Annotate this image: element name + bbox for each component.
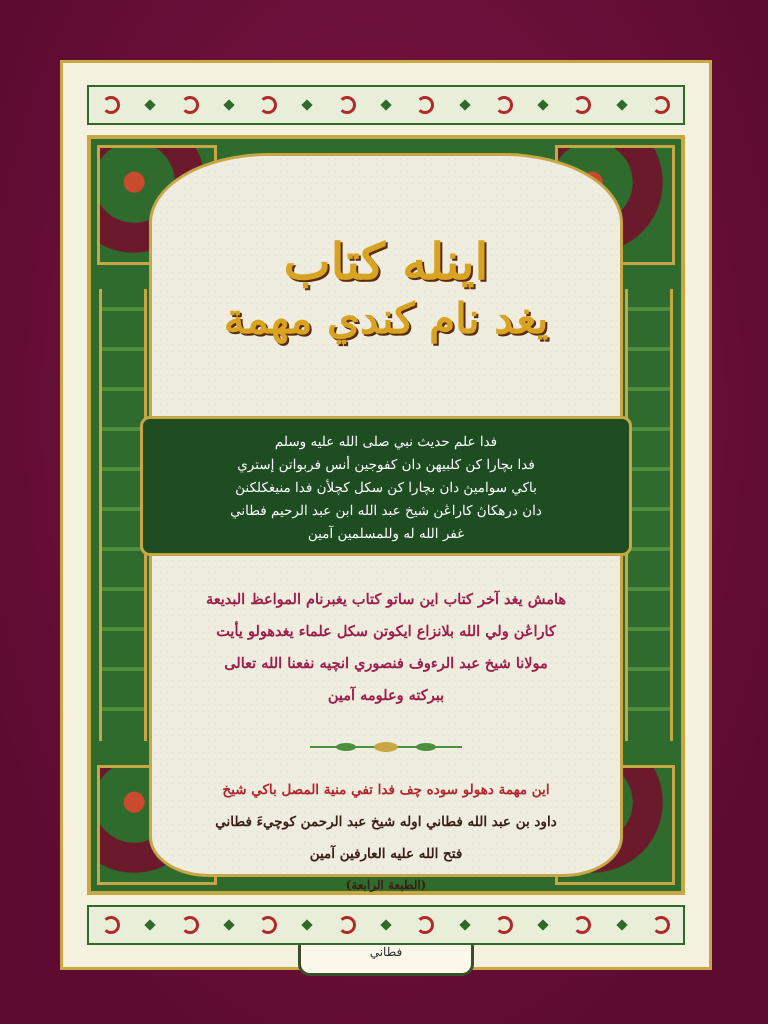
description-line: فدا بچارا كن كلبيهن دان كفوجين أنس فربواتن إستري (237, 457, 535, 473)
printing-line: اين مهمة دهولو سوده چف فدا تفي منية المصل باكي شيخ (222, 782, 550, 798)
edition-label: (الطبعة الرابعة) (345, 878, 427, 892)
book-title-line-2: يغد نام كندي مهمة (223, 294, 549, 343)
printing-line: فتح الله عليه العارفين آمين (309, 846, 463, 862)
margin-line: كاراڠن ولي الله بلانزاع ايكوتن سكل علماء يغدهولو يأيت (216, 623, 556, 640)
description-line: باكي سواميڽ دان بچارا كن سكل كچلأن فدا منيغكلكنڽ (235, 480, 537, 496)
top-ornament-band (87, 85, 685, 125)
ornamental-frame (60, 60, 712, 970)
printing-note (152, 774, 620, 870)
green-border-frame (87, 135, 685, 959)
printing-line: داود بن عبد الله فطاني اوله شيخ عبد الرحمن كوچيءَ فطاني (215, 814, 557, 830)
margin-line: ببركته وعلومه آمين (327, 687, 445, 704)
description-line: غفر الله له وللمسلمين آمين (307, 526, 465, 542)
description-line: فدا علم حديث نبي صلى الله عليه وسلم (274, 434, 498, 450)
description-line: دان درهكاڽ كاراڠن شيخ عبد الله ابن عبد الرحيم فطاني (230, 503, 542, 519)
margin-text (152, 584, 620, 712)
bottom-ornament-band (87, 905, 685, 945)
leaf-divider-icon (306, 740, 466, 754)
margin-line: هامش يغد آخر كتاب اين ساتو كتاب يغبرنام المواعظ البديعة (205, 591, 567, 608)
margin-line: مولانا شيخ عبد الرءوف فنصوري انچيه نفعنا الله تعالى (224, 655, 548, 672)
book-title-line-1: اينله كتاب (283, 232, 489, 291)
text-panel (149, 153, 623, 959)
description-box (140, 416, 632, 556)
publisher-city: فطاني (369, 945, 403, 959)
right-vine-border (625, 289, 673, 741)
